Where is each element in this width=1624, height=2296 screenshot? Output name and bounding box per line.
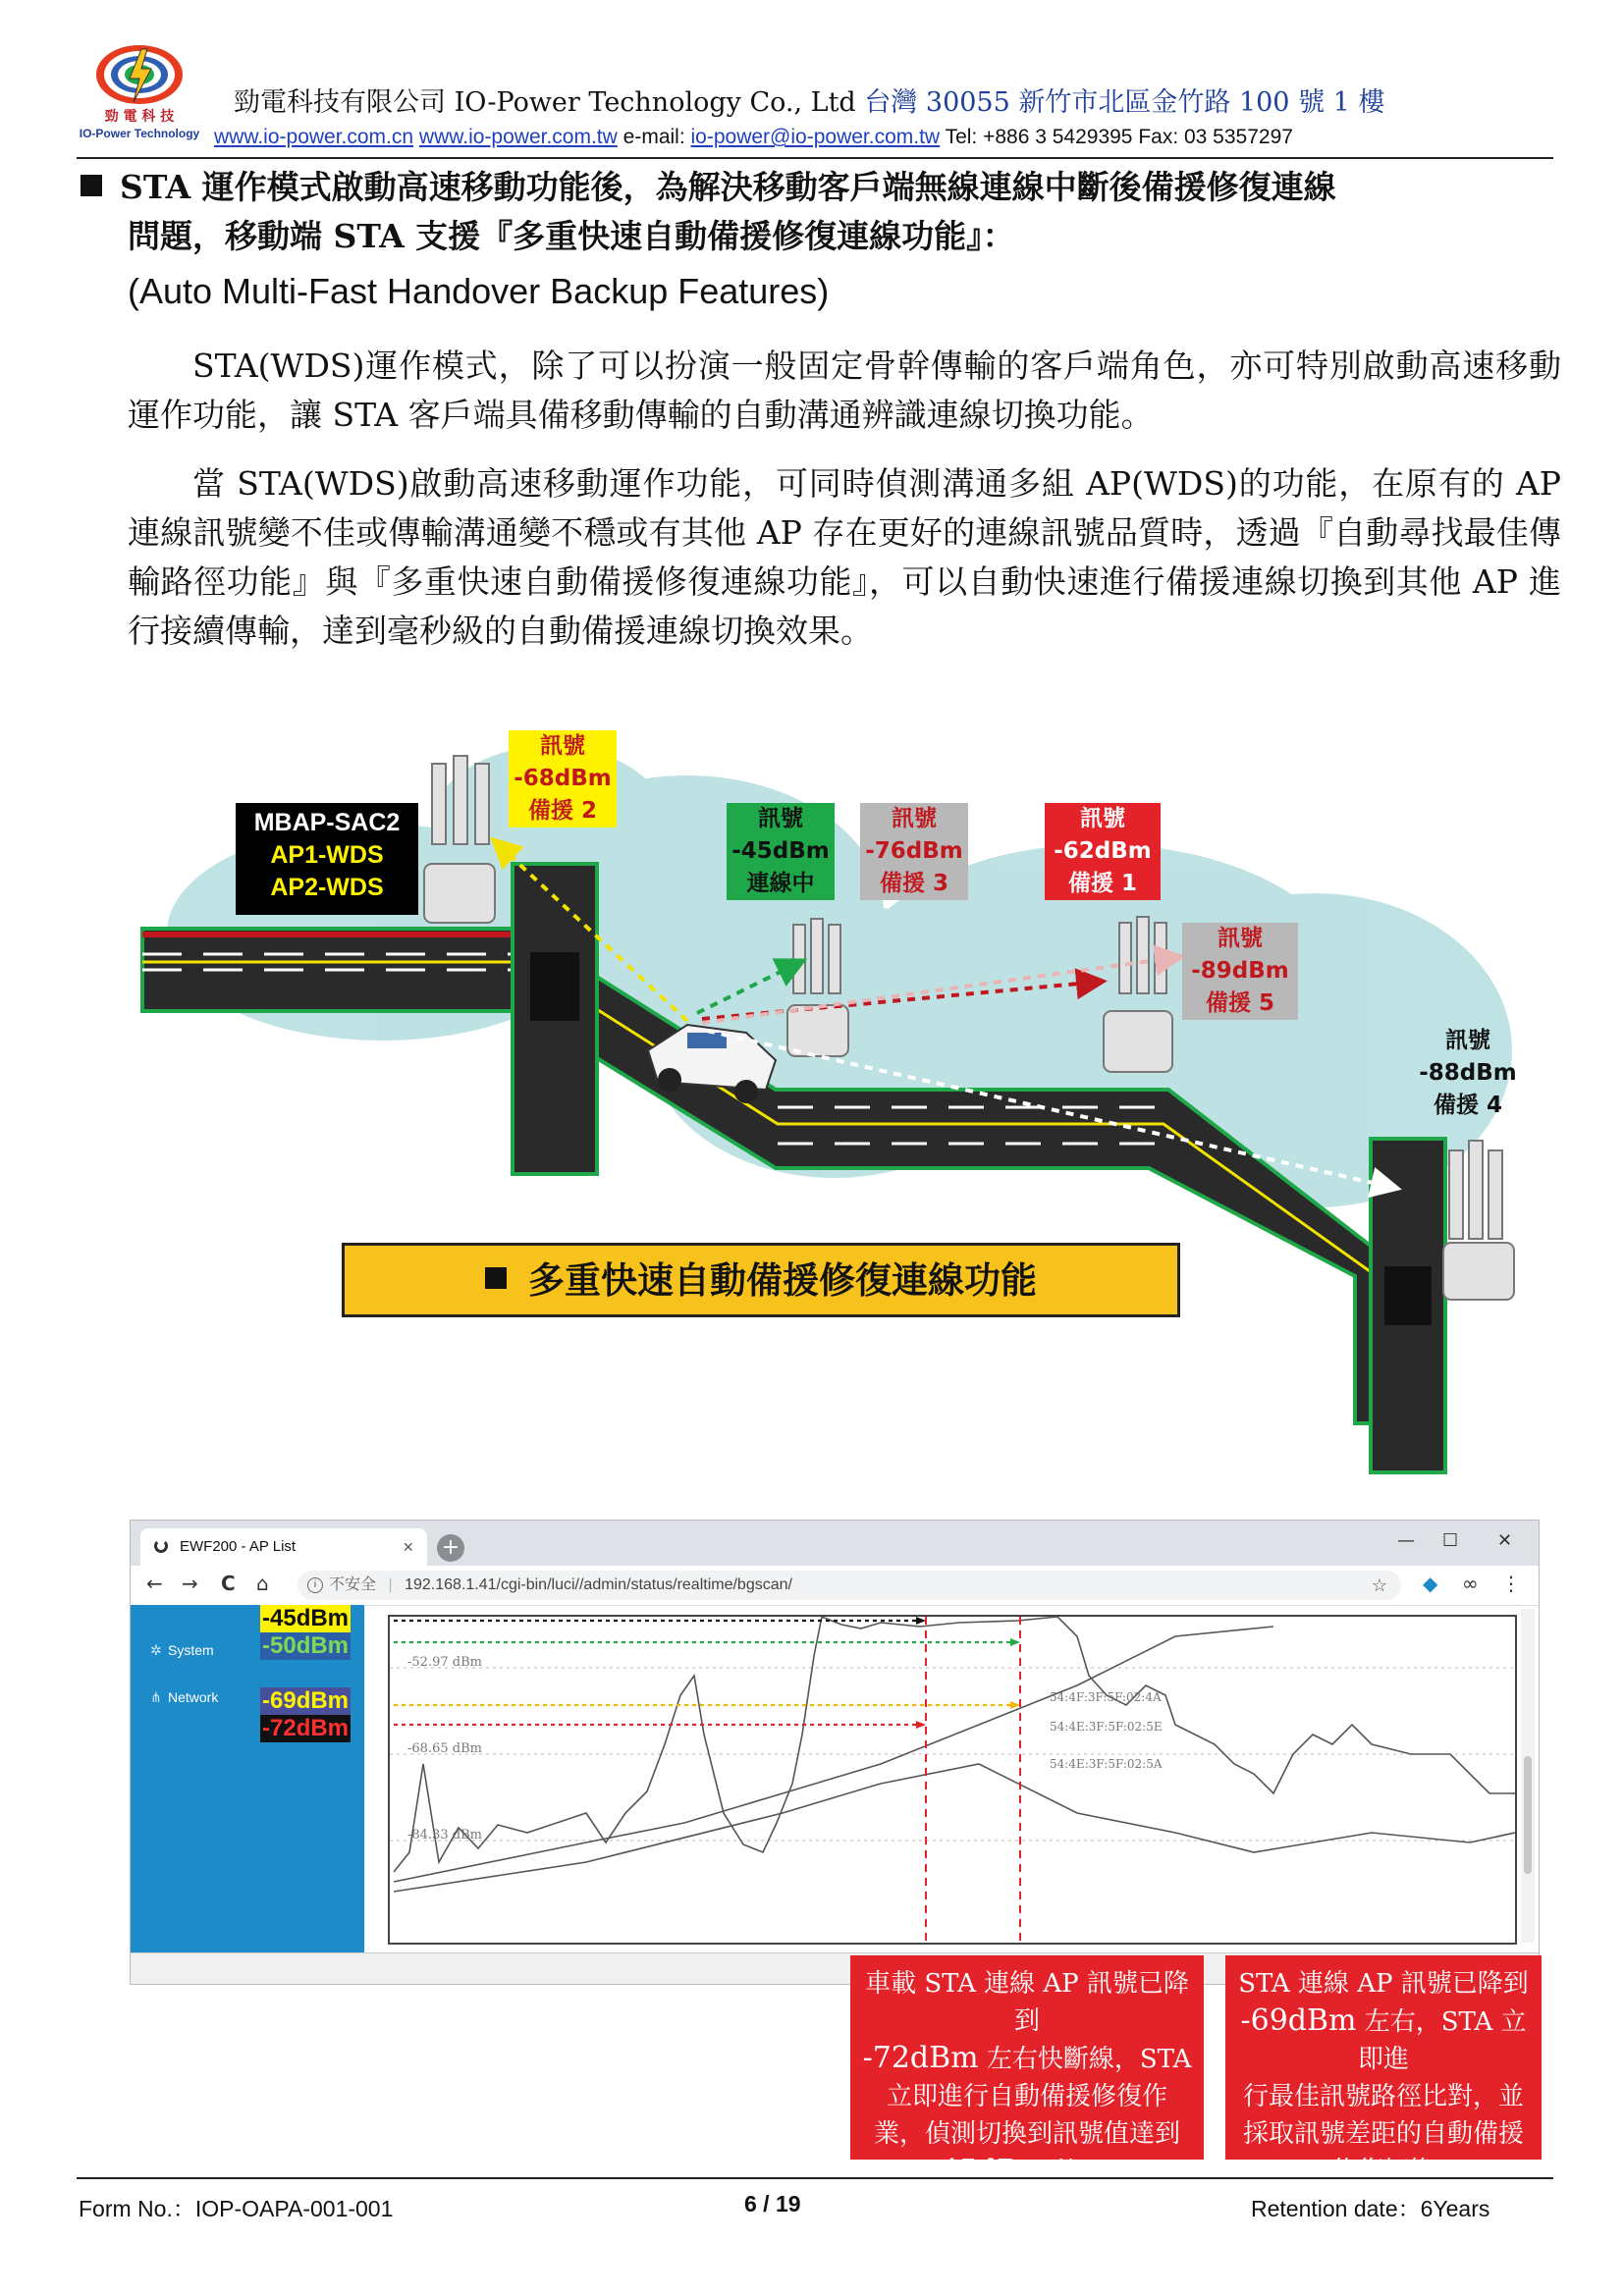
header-divider xyxy=(77,157,1553,159)
signal-label-backup1: 訊號 -62dBm 備援 1 xyxy=(1045,803,1161,900)
company-address: 台灣 30055 新竹市北區金竹路 100 號 1 樓 xyxy=(864,87,1385,118)
network-icon: ⋔ xyxy=(150,1689,162,1705)
feature-title-banner xyxy=(342,1243,1180,1317)
close-window-button[interactable]: ✕ xyxy=(1497,1530,1513,1551)
email-link[interactable]: io-power@io-power.com.tw xyxy=(690,126,941,148)
mac-label-2: 54:4E:3F:5F:02:5E xyxy=(1050,1720,1163,1734)
phone-fax: Tel: +886 3 5429395 Fax: 03 5357297 xyxy=(945,126,1293,148)
signal-label-backup2: 訊號 -68dBm 備援 2 xyxy=(509,730,617,828)
feature-title: 多重快速自動備援修復連線功能 xyxy=(528,1258,1037,1302)
loading-icon xyxy=(154,1539,168,1553)
website-tw-link[interactable]: www.io-power.com.tw xyxy=(418,126,618,148)
heading-line-1: STA 運作模式啟動高速移動功能後，為解決移動客戶端無線連線中斷後備援修復連線 xyxy=(120,168,1336,206)
email-label: e-mail: xyxy=(623,126,685,148)
insecure-label: 不安全 xyxy=(329,1576,377,1593)
square-bullet-icon xyxy=(81,175,102,196)
callout-left: 車載 STA 連線 AP 訊號已降到 -72dBm 左右快斷線，STA 立即進行自動備援修復作 業，偵測切換到訊號值達到 -45dBm 的 AP xyxy=(850,1955,1204,2160)
form-number: Form No.：IOP-OAPA-001-001 xyxy=(79,2196,394,2221)
tab-close-icon[interactable]: × xyxy=(403,1537,413,1557)
section-heading xyxy=(81,163,1553,261)
square-bullet-icon xyxy=(485,1267,507,1289)
plot-label-3: -84.33 dBm xyxy=(407,1828,482,1842)
header-contact-line xyxy=(214,126,1293,149)
extension-icon[interactable]: ◆ xyxy=(1423,1572,1438,1595)
page-number: 6 / 19 xyxy=(744,2191,801,2216)
forward-icon[interactable]: → xyxy=(182,1572,198,1595)
address-bar[interactable]: i 不安全 | 192.168.1.41/cgi-bin/luci//admin/status/realtime/bgscan/ ☆ xyxy=(298,1571,1401,1600)
profile-icon[interactable]: ∞ xyxy=(1462,1572,1479,1595)
plot-label-1: -52.97 dBm xyxy=(407,1655,482,1670)
gear-icon: ✲ xyxy=(150,1642,162,1658)
heading-line-2: 問題，移動端 STA 支援『多重快速自動備援修復連線功能』： xyxy=(128,217,1015,255)
mac-label-3: 54:4E:3F:5F:02:5A xyxy=(1050,1757,1163,1771)
new-tab-button[interactable]: + xyxy=(437,1534,464,1562)
url-text: 192.168.1.41/cgi-bin/luci//admin/status/realtime/bgscan/ xyxy=(405,1576,792,1593)
company-name: 勁電科技有限公司 IO-Power Technology Co., Ltd xyxy=(234,87,856,118)
signal-label-backup5: 訊號 -89dBm 備援 5 xyxy=(1182,923,1298,1020)
reload-icon[interactable]: C xyxy=(221,1572,236,1595)
dbm-label-50: -50dBm xyxy=(262,1632,350,1659)
paragraph-2: 當 STA(WDS)啟動高速移動運作功能，可同時偵測溝通多組 AP(WDS)的功能，在原有的 AP 連線訊號變不佳或傳輸溝通變不穩或有其他 AP 存在更好的連線訊號品質時，透過『自動尋找最佳傳輸路徑功能』與『多重快速自動備援修復連線功能』，可以自動快速進行備援連線切換到其他 AP 進行接續傳輸，達到毫秒級的自動備援連線切換效果。 xyxy=(128,464,1561,650)
menu-icon[interactable]: ⋮ xyxy=(1501,1572,1521,1595)
logo-text-en: IO-Power Technology xyxy=(79,127,200,140)
browser-tab[interactable] xyxy=(140,1528,427,1566)
browser-toolbar xyxy=(131,1566,1539,1606)
website-cn-link[interactable]: www.io-power.com.cn xyxy=(214,126,414,148)
dbm-label-72: -72dBm xyxy=(262,1715,350,1741)
minimize-button[interactable]: — xyxy=(1397,1530,1415,1551)
dbm-label-45: -45dBm xyxy=(262,1605,350,1631)
device-label: MBAP-SAC2 AP1-WDS AP2-WDS xyxy=(236,803,418,915)
signal-plot-svg xyxy=(390,1617,1515,1943)
retention-date: Retention date：6Years xyxy=(1251,2196,1490,2221)
callout-right: STA 連線 AP 訊號已降到 -69dBm 左右，STA 立即進 行最佳訊號路徑比對，並 採取訊號差距的自動備援 修復切換 xyxy=(1225,1955,1542,2160)
back-icon[interactable]: ← xyxy=(146,1572,163,1595)
signal-plot xyxy=(388,1615,1517,1945)
paragraph-1: STA(WDS)運作模式，除了可以扮演一般固定骨幹傳輸的客戶端角色，亦可特別啟動高速移動運作功能，讓 STA 客戶端具備移動傳輸的自動溝通辨識連線切換功能。 xyxy=(128,347,1561,434)
tab-title: EWF200 - AP List xyxy=(180,1538,297,1555)
plot-label-2: -68.65 dBm xyxy=(407,1741,482,1756)
maximize-button[interactable]: ☐ xyxy=(1442,1530,1459,1551)
sidebar-item-network[interactable]: ⋔ Network xyxy=(150,1689,219,1705)
logo-text-cn: 勁 電 科 技 xyxy=(104,109,175,125)
sidebar-item-system[interactable]: ✲ System xyxy=(150,1642,214,1658)
browser-window xyxy=(130,1520,1540,1985)
info-icon: i xyxy=(307,1577,323,1593)
signal-label-backup4: 訊號 -88dBm 備援 4 xyxy=(1419,1028,1517,1118)
bookmark-star-icon[interactable]: ☆ xyxy=(1371,1575,1387,1595)
tab-strip xyxy=(131,1521,1539,1566)
mac-label-1: 54:4F:3F:5F:02:4A xyxy=(1050,1690,1162,1704)
footer-divider xyxy=(77,2177,1553,2179)
home-icon[interactable]: ⌂ xyxy=(256,1572,269,1595)
signal-label-backup3: 訊號 -76dBm 備援 3 xyxy=(860,803,968,900)
header-company-line xyxy=(234,80,1384,119)
signal-label-connected: 訊號 -45dBm 連線中 xyxy=(727,803,835,900)
company-logo xyxy=(71,39,218,145)
dbm-label-69: -69dBm xyxy=(262,1687,350,1714)
vertical-scrollbar[interactable] xyxy=(1521,1609,1535,1943)
heading-english: (Auto Multi-Fast Handover Backup Features) xyxy=(128,271,830,311)
